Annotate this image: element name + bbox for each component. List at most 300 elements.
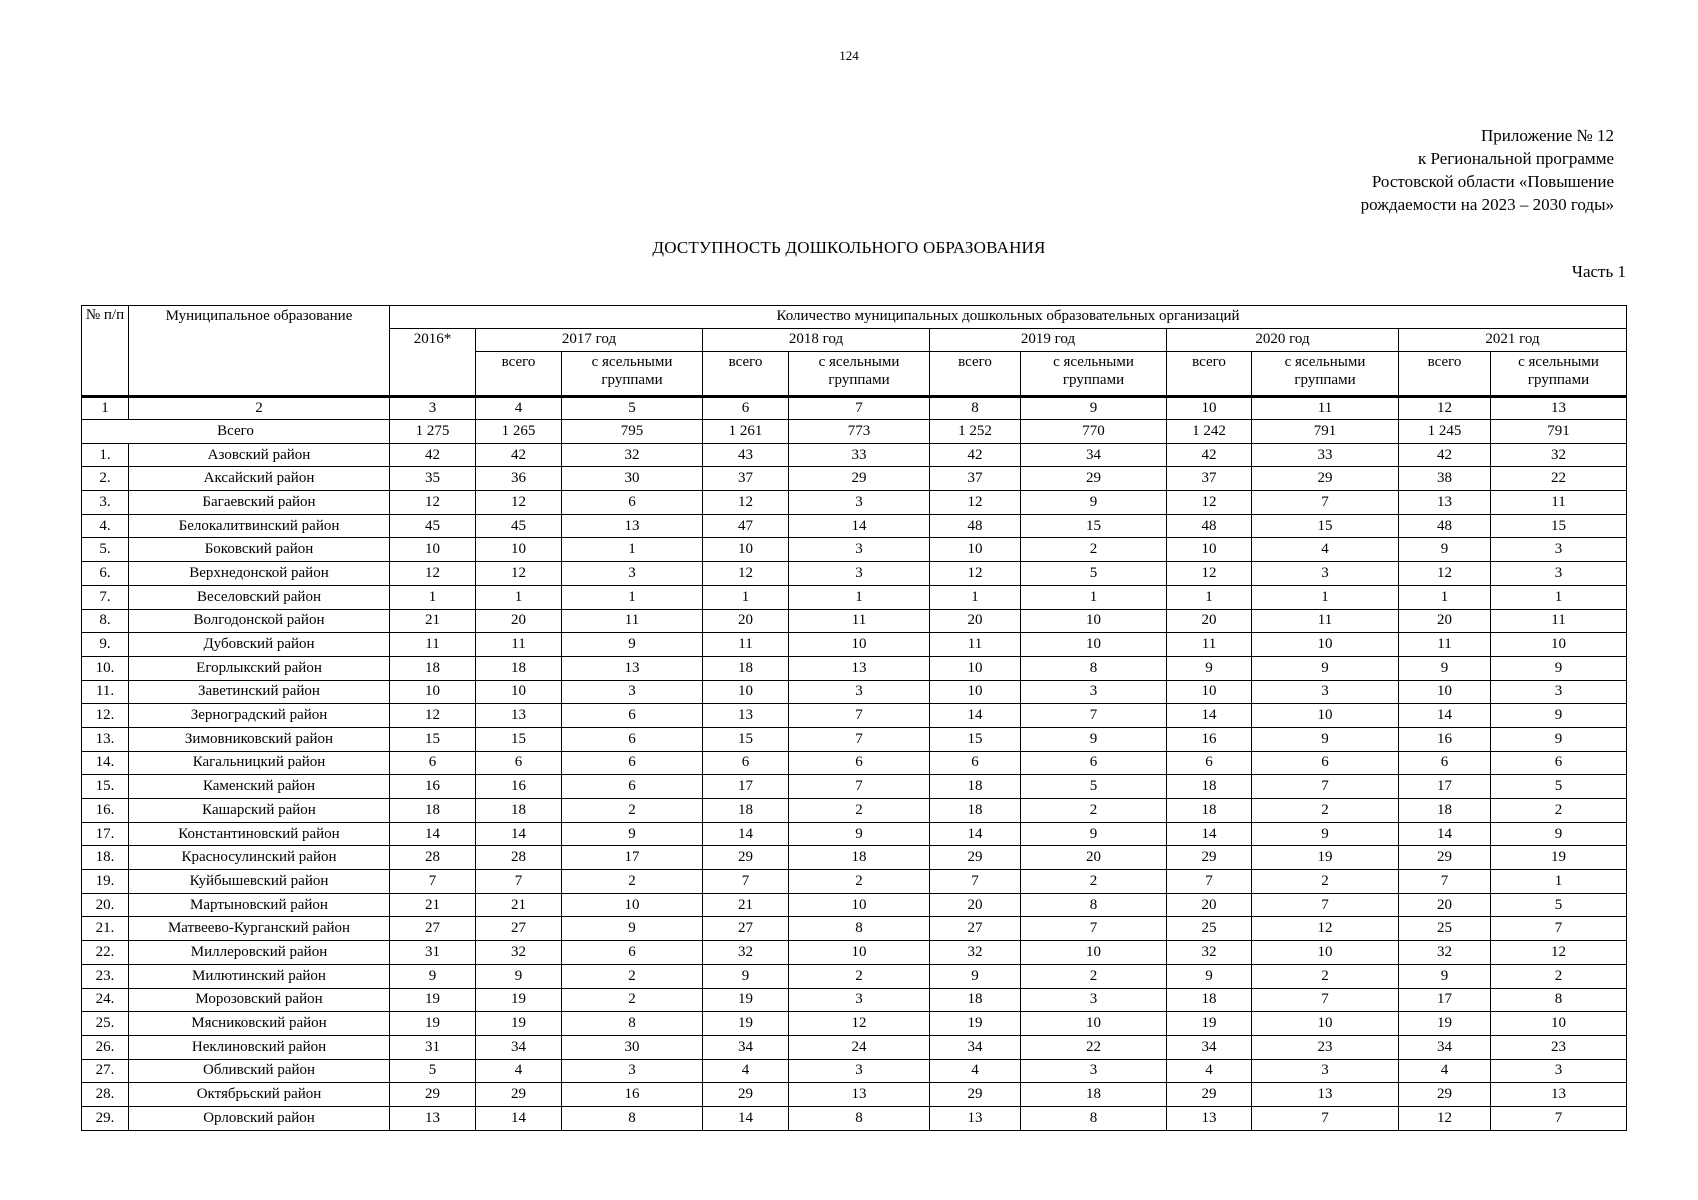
table-cell: 6	[562, 727, 703, 751]
total-value: 773	[789, 420, 930, 444]
table-cell: 9	[789, 822, 930, 846]
total-value: 1 245	[1399, 420, 1491, 444]
table-cell: 20	[703, 609, 789, 633]
table-cell: 13	[562, 656, 703, 680]
table-cell: 11	[390, 633, 476, 657]
column-number: 5	[562, 397, 703, 420]
table-row	[82, 846, 1627, 870]
table-cell: 18	[703, 799, 789, 823]
row-number: 9.	[82, 633, 129, 657]
table-cell: 7	[930, 870, 1021, 894]
table-cell: 6	[1491, 751, 1627, 775]
table-cell: 4	[1167, 1059, 1252, 1083]
table-cell: 32	[1399, 941, 1491, 965]
table-cell: 27	[476, 917, 562, 941]
municipality-name: Неклиновский район	[129, 1035, 390, 1059]
table-cell: 6	[562, 941, 703, 965]
table-cell: 13	[1491, 1083, 1627, 1107]
table-cell: 3	[562, 562, 703, 586]
table-cell: 4	[1252, 538, 1399, 562]
table-cell: 12	[1491, 941, 1627, 965]
table-cell: 2	[1252, 964, 1399, 988]
table-cell: 29	[703, 846, 789, 870]
table-cell: 29	[390, 1083, 476, 1107]
table-cell: 42	[476, 443, 562, 467]
table-cell: 9	[1252, 727, 1399, 751]
table-cell: 20	[1399, 609, 1491, 633]
table-cell: 19	[390, 1012, 476, 1036]
table-cell: 28	[390, 846, 476, 870]
row-number: 11.	[82, 680, 129, 704]
row-number: 3.	[82, 491, 129, 515]
table-row	[82, 1035, 1627, 1059]
appendix-line: Ростовской области «Повышение	[1371, 172, 1614, 191]
table-row	[82, 585, 1627, 609]
table-row	[82, 538, 1627, 562]
table-cell: 11	[1399, 633, 1491, 657]
column-number: 9	[1021, 397, 1167, 420]
table-cell: 42	[1399, 443, 1491, 467]
table-cell: 3	[1252, 562, 1399, 586]
table-cell: 29	[930, 846, 1021, 870]
table-cell: 14	[703, 1106, 789, 1130]
table-cell: 1	[562, 538, 703, 562]
row-number: 24.	[82, 988, 129, 1012]
table-cell: 18	[476, 656, 562, 680]
column-number: 12	[1399, 397, 1491, 420]
table-cell: 2	[789, 799, 930, 823]
table-cell: 3	[1252, 1059, 1399, 1083]
table-row	[82, 514, 1627, 538]
municipality-name: Дубовский район	[129, 633, 390, 657]
table-cell: 12	[1167, 562, 1252, 586]
table-cell: 19	[703, 1012, 789, 1036]
table-cell: 11	[476, 633, 562, 657]
table-cell: 19	[1252, 846, 1399, 870]
table-cell: 6	[562, 775, 703, 799]
table-cell: 14	[703, 822, 789, 846]
table-cell: 16	[390, 775, 476, 799]
header-group: Количество муниципальных дошкольных образовательных организаций	[390, 306, 1627, 329]
row-number: 8.	[82, 609, 129, 633]
table-row	[82, 870, 1627, 894]
table-cell: 10	[1167, 680, 1252, 704]
table-cell: 18	[930, 988, 1021, 1012]
row-number: 5.	[82, 538, 129, 562]
header-year-2016: 2016*	[390, 329, 476, 397]
table-cell: 19	[476, 988, 562, 1012]
header-nursery: с ясельными группами	[789, 352, 930, 397]
table-cell: 7	[1491, 1106, 1627, 1130]
table-cell: 12	[930, 491, 1021, 515]
table-cell: 20	[930, 893, 1021, 917]
table-cell: 12	[390, 491, 476, 515]
table-cell: 48	[930, 514, 1021, 538]
table-cell: 27	[703, 917, 789, 941]
table-cell: 9	[1252, 822, 1399, 846]
table-cell: 3	[1021, 1059, 1167, 1083]
header-nursery: с ясельными группами	[562, 352, 703, 397]
table-cell: 27	[930, 917, 1021, 941]
table-row	[82, 1083, 1627, 1107]
table-row	[82, 941, 1627, 965]
table-cell: 10	[789, 633, 930, 657]
row-number: 26.	[82, 1035, 129, 1059]
table-cell: 14	[1399, 704, 1491, 728]
total-label: Всего	[82, 420, 390, 444]
row-number: 20.	[82, 893, 129, 917]
table-cell: 29	[1167, 846, 1252, 870]
table-cell: 10	[930, 538, 1021, 562]
table-cell: 45	[390, 514, 476, 538]
table-cell: 9	[1491, 822, 1627, 846]
table-cell: 15	[1491, 514, 1627, 538]
table-cell: 19	[1167, 1012, 1252, 1036]
row-number: 25.	[82, 1012, 129, 1036]
table-cell: 12	[390, 704, 476, 728]
table-cell: 16	[1167, 727, 1252, 751]
table-cell: 48	[1399, 514, 1491, 538]
table-cell: 15	[930, 727, 1021, 751]
table-cell: 34	[703, 1035, 789, 1059]
page-number: 124	[839, 48, 859, 63]
table-cell: 10	[703, 538, 789, 562]
table-cell: 7	[1252, 775, 1399, 799]
table-cell: 11	[1491, 491, 1627, 515]
column-number: 2	[129, 397, 390, 420]
table-cell: 23	[1252, 1035, 1399, 1059]
table-cell: 30	[562, 1035, 703, 1059]
table-cell: 9	[930, 964, 1021, 988]
table-cell: 12	[703, 562, 789, 586]
table-cell: 9	[1491, 704, 1627, 728]
table-row	[82, 1059, 1627, 1083]
row-number: 19.	[82, 870, 129, 894]
table-cell: 12	[789, 1012, 930, 1036]
table-cell: 15	[703, 727, 789, 751]
table-cell: 14	[789, 514, 930, 538]
table-cell: 8	[1021, 893, 1167, 917]
header-year-2021: 2021 год	[1399, 329, 1627, 352]
table-row	[82, 1106, 1627, 1130]
table-cell: 13	[562, 514, 703, 538]
table-cell: 6	[390, 751, 476, 775]
row-number: 27.	[82, 1059, 129, 1083]
table-cell: 20	[930, 609, 1021, 633]
table-cell: 7	[1252, 893, 1399, 917]
table-cell: 13	[1252, 1083, 1399, 1107]
header-nursery: с ясельными группами	[1252, 352, 1399, 397]
table-cell: 10	[476, 538, 562, 562]
table-cell: 10	[703, 680, 789, 704]
table-cell: 9	[562, 633, 703, 657]
table-cell: 19	[390, 988, 476, 1012]
table-cell: 10	[1021, 633, 1167, 657]
row-number: 14.	[82, 751, 129, 775]
table-row	[82, 1012, 1627, 1036]
municipality-name: Егорлыкский район	[129, 656, 390, 680]
table-cell: 7	[1167, 870, 1252, 894]
table-cell: 29	[1167, 1083, 1252, 1107]
table-cell: 9	[562, 917, 703, 941]
table-cell: 32	[1491, 443, 1627, 467]
table-cell: 10	[930, 656, 1021, 680]
table-cell: 2	[1252, 799, 1399, 823]
table-cell: 21	[703, 893, 789, 917]
municipality-name: Мясниковский район	[129, 1012, 390, 1036]
municipality-name: Каменский район	[129, 775, 390, 799]
table-cell: 10	[789, 941, 930, 965]
table-cell: 38	[1399, 467, 1491, 491]
table-cell: 35	[390, 467, 476, 491]
table-cell: 2	[562, 964, 703, 988]
table-cell: 3	[789, 562, 930, 586]
table-row	[82, 491, 1627, 515]
table-cell: 13	[789, 1083, 930, 1107]
table-cell: 6	[562, 751, 703, 775]
total-value: 1 242	[1167, 420, 1252, 444]
table-cell: 34	[930, 1035, 1021, 1059]
municipality-name: Багаевский район	[129, 491, 390, 515]
column-number: 1	[82, 397, 129, 420]
table-cell: 10	[390, 538, 476, 562]
municipality-name: Куйбышевский район	[129, 870, 390, 894]
table-cell: 11	[1167, 633, 1252, 657]
table-cell: 29	[789, 467, 930, 491]
table-row	[82, 656, 1627, 680]
table-cell: 12	[1167, 491, 1252, 515]
total-value: 770	[1021, 420, 1167, 444]
table-cell: 7	[703, 870, 789, 894]
table-cell: 8	[789, 1106, 930, 1130]
table-cell: 12	[1399, 562, 1491, 586]
table-cell: 23	[1491, 1035, 1627, 1059]
table-cell: 29	[1399, 1083, 1491, 1107]
table-cell: 2	[1021, 870, 1167, 894]
table-cell: 2	[1021, 799, 1167, 823]
table-cell: 4	[930, 1059, 1021, 1083]
table-row	[82, 893, 1627, 917]
table-cell: 17	[562, 846, 703, 870]
table-cell: 32	[476, 941, 562, 965]
table-cell: 16	[1399, 727, 1491, 751]
table-cell: 13	[476, 704, 562, 728]
table-cell: 18	[930, 799, 1021, 823]
table-cell: 14	[390, 822, 476, 846]
header-nursery: с ясельными группами	[1491, 352, 1627, 397]
table-cell: 18	[930, 775, 1021, 799]
table-cell: 13	[1399, 491, 1491, 515]
table-cell: 11	[930, 633, 1021, 657]
table-cell: 8	[1491, 988, 1627, 1012]
table-cell: 19	[930, 1012, 1021, 1036]
table-cell: 6	[930, 751, 1021, 775]
table-cell: 37	[930, 467, 1021, 491]
table-cell: 3	[789, 491, 930, 515]
table-row	[82, 467, 1627, 491]
table-cell: 12	[476, 562, 562, 586]
table-cell: 19	[476, 1012, 562, 1036]
table-cell: 42	[390, 443, 476, 467]
table-row	[82, 988, 1627, 1012]
table-cell: 1	[789, 585, 930, 609]
table-cell: 15	[1021, 514, 1167, 538]
table-cell: 2	[789, 870, 930, 894]
table-row	[82, 609, 1627, 633]
table-cell: 9	[1021, 727, 1167, 751]
table-cell: 10	[1252, 633, 1399, 657]
table-cell: 9	[1167, 964, 1252, 988]
table-cell: 10	[1021, 1012, 1167, 1036]
column-number: 6	[703, 397, 789, 420]
table-cell: 3	[1491, 680, 1627, 704]
table-cell: 1	[1167, 585, 1252, 609]
table-cell: 2	[562, 870, 703, 894]
header-num: № п/п	[82, 306, 129, 397]
table-cell: 36	[476, 467, 562, 491]
appendix-note	[1214, 124, 1614, 216]
table-cell: 8	[1021, 656, 1167, 680]
row-number: 7.	[82, 585, 129, 609]
table-cell: 7	[1399, 870, 1491, 894]
row-number: 23.	[82, 964, 129, 988]
table-cell: 4	[476, 1059, 562, 1083]
table-row	[82, 964, 1627, 988]
table-cell: 6	[562, 704, 703, 728]
total-value: 1 252	[930, 420, 1021, 444]
table-cell: 6	[1021, 751, 1167, 775]
table-cell: 2	[1021, 964, 1167, 988]
table-row	[82, 633, 1627, 657]
table-cell: 18	[1021, 1083, 1167, 1107]
municipality-name: Аксайский район	[129, 467, 390, 491]
table-cell: 32	[562, 443, 703, 467]
table-row	[82, 822, 1627, 846]
table-cell: 18	[789, 846, 930, 870]
column-number: 4	[476, 397, 562, 420]
header-total: всего	[930, 352, 1021, 397]
municipality-name: Милютинский район	[129, 964, 390, 988]
appendix-line: рождаемости на 2023 – 2030 годы»	[1360, 195, 1614, 214]
table-cell: 9	[1491, 656, 1627, 680]
table-cell: 25	[1399, 917, 1491, 941]
table-cell: 3	[789, 988, 930, 1012]
table-cell: 5	[390, 1059, 476, 1083]
table-row	[82, 775, 1627, 799]
table-cell: 7	[1021, 704, 1167, 728]
table-cell: 25	[1167, 917, 1252, 941]
table-cell: 3	[1021, 988, 1167, 1012]
table-cell: 17	[703, 775, 789, 799]
table-cell: 7	[390, 870, 476, 894]
table-cell: 31	[390, 1035, 476, 1059]
table-cell: 7	[1021, 917, 1167, 941]
table-row	[82, 751, 1627, 775]
table-cell: 21	[390, 893, 476, 917]
table-cell: 18	[390, 656, 476, 680]
table-cell: 1	[562, 585, 703, 609]
table-cell: 10	[789, 893, 930, 917]
header-total: всего	[1167, 352, 1252, 397]
header-year-2019: 2019 год	[930, 329, 1167, 352]
table-cell: 27	[390, 917, 476, 941]
column-number-row	[82, 397, 1627, 420]
total-value: 1 265	[476, 420, 562, 444]
row-number: 15.	[82, 775, 129, 799]
table-cell: 34	[476, 1035, 562, 1059]
row-number: 16.	[82, 799, 129, 823]
table-body	[82, 397, 1627, 1131]
table-cell: 18	[476, 799, 562, 823]
table-cell: 1	[930, 585, 1021, 609]
table-cell: 6	[476, 751, 562, 775]
municipality-name: Морозовский район	[129, 988, 390, 1012]
column-number: 11	[1252, 397, 1399, 420]
table-cell: 7	[789, 727, 930, 751]
table-cell: 2	[562, 988, 703, 1012]
table-cell: 20	[1167, 609, 1252, 633]
table-cell: 14	[1399, 822, 1491, 846]
row-number: 1.	[82, 443, 129, 467]
municipality-name: Волгодонской район	[129, 609, 390, 633]
appendix-line: к Региональной программе	[1417, 149, 1614, 168]
table-cell: 45	[476, 514, 562, 538]
total-value: 791	[1491, 420, 1627, 444]
table-cell: 19	[703, 988, 789, 1012]
table-cell: 17	[1399, 775, 1491, 799]
table-cell: 4	[703, 1059, 789, 1083]
row-number: 21.	[82, 917, 129, 941]
table-cell: 17	[1399, 988, 1491, 1012]
municipality-name: Веселовский район	[129, 585, 390, 609]
municipality-name: Красносулинский район	[129, 846, 390, 870]
table-cell: 9	[476, 964, 562, 988]
municipality-name: Зимовниковский район	[129, 727, 390, 751]
table-cell: 9	[703, 964, 789, 988]
table-cell: 12	[390, 562, 476, 586]
table-cell: 8	[562, 1106, 703, 1130]
municipality-name: Обливский район	[129, 1059, 390, 1083]
table-cell: 42	[1167, 443, 1252, 467]
municipality-name: Кашарский район	[129, 799, 390, 823]
table-cell: 1	[476, 585, 562, 609]
table-cell: 18	[1399, 799, 1491, 823]
table-cell: 10	[1252, 704, 1399, 728]
table-cell: 7	[1491, 917, 1627, 941]
table-cell: 10	[930, 680, 1021, 704]
row-number: 17.	[82, 822, 129, 846]
column-number: 3	[390, 397, 476, 420]
table-cell: 14	[1167, 822, 1252, 846]
table-cell: 11	[789, 609, 930, 633]
preschool-organizations-table	[81, 305, 1627, 1131]
table-cell: 8	[562, 1012, 703, 1036]
appendix-line: Приложение № 12	[1481, 126, 1614, 145]
table-cell: 10	[390, 680, 476, 704]
table-cell: 14	[930, 704, 1021, 728]
table-cell: 10	[1399, 680, 1491, 704]
table-cell: 9	[1491, 727, 1627, 751]
table-cell: 10	[1491, 633, 1627, 657]
municipality-name: Кагальницкий район	[129, 751, 390, 775]
table-cell: 14	[930, 822, 1021, 846]
table-cell: 19	[1399, 1012, 1491, 1036]
table-cell: 1	[390, 585, 476, 609]
table-cell: 32	[1167, 941, 1252, 965]
table-cell: 2	[1491, 964, 1627, 988]
municipality-name: Заветинский район	[129, 680, 390, 704]
table-cell: 16	[476, 775, 562, 799]
